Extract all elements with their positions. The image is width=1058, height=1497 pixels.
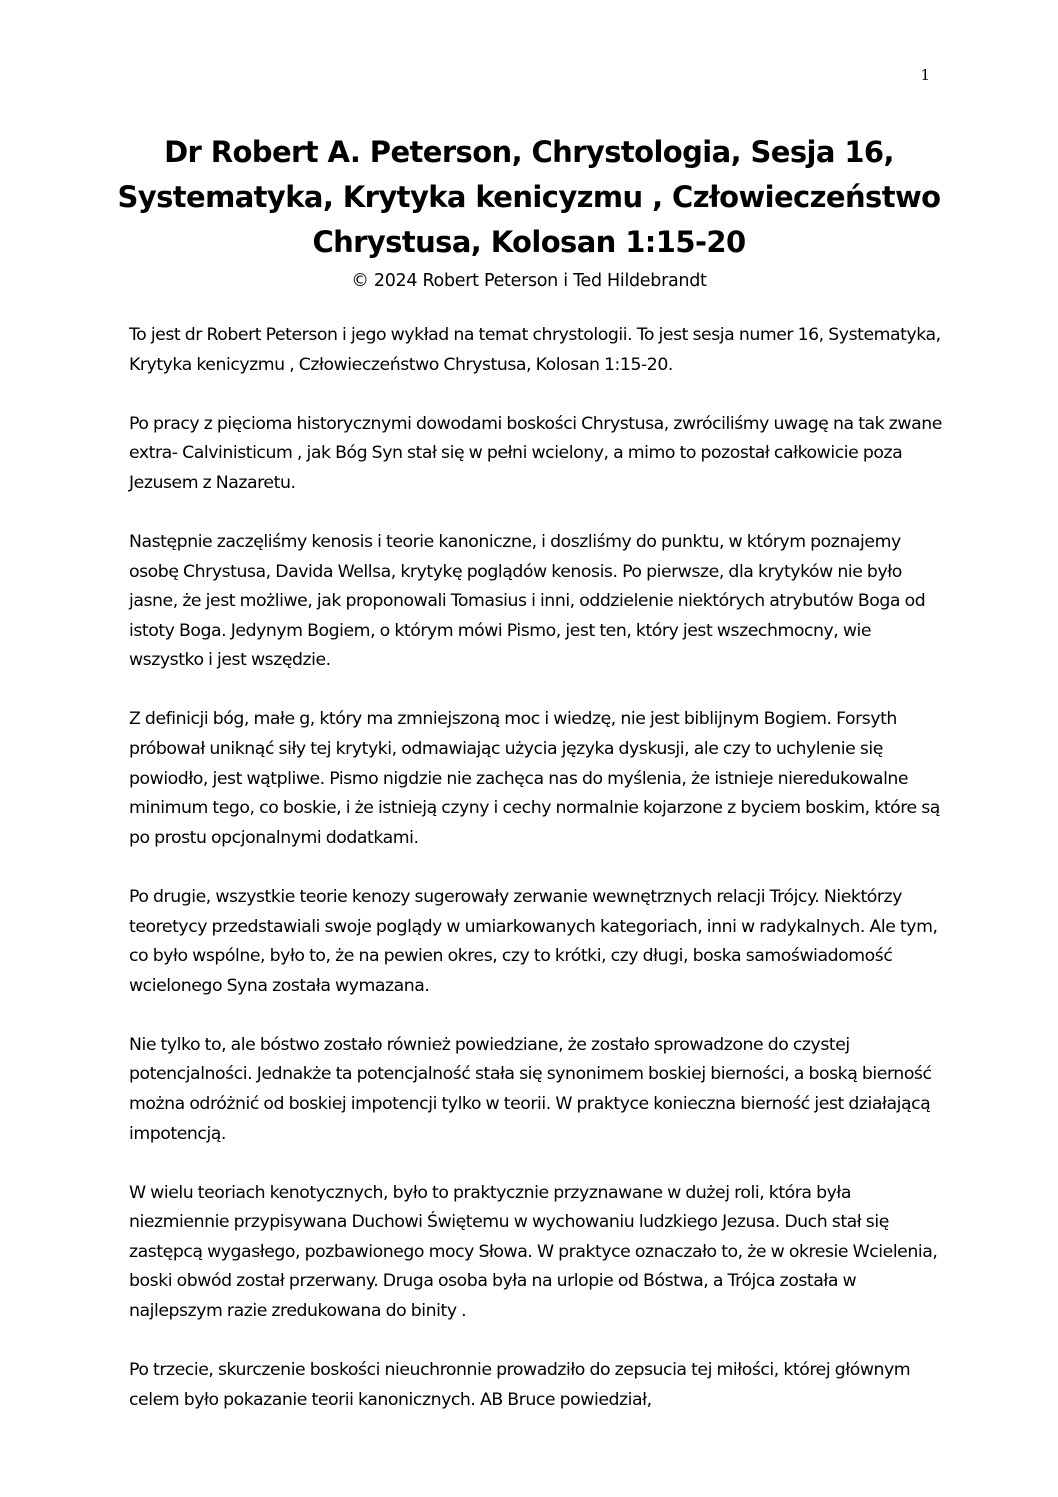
copyright-line: © 2024 Robert Peterson i Ted Hildebrandt bbox=[351, 271, 707, 291]
document-body bbox=[129, 321, 949, 1445]
paragraph: W wielu teoriach kenotycznych, było to praktycznie przyznawane w dużej roli, która była niezmiennie przypisywana Duchowi Świętemu w wychowaniu ludzkiego Jezusa. Duch stał się zastępcą wygasłego, pozbawionego mocy Słowa. W praktyce oznaczało to, że w okresie Wcielenia, boski obwód został przerwany. Druga osoba była na urlopie od Bóstwa, a Trójca została w najlepszym razie zredukowana do binity . bbox=[129, 1182, 938, 1322]
paragraph: Po trzecie, skurczenie boskości nieuchronnie prowadziło do zepsucia tej miłości, której głównym celem było pokazanie teorii kanonicznych. AB Bruce powiedział, bbox=[129, 1360, 911, 1410]
page-number: 1 bbox=[920, 66, 930, 84]
document-title: Dr Robert A. Peterson, Chrystologia, Sesja 16, Systematyka, Krytyka kenicyzmu , Człowieczeństwo Chrystusa, Kolosan 1:15-20 bbox=[117, 135, 941, 259]
paragraph: Po drugie, wszystkie teorie kenozy sugerowały zerwanie wewnętrznych relacji Trójcy. Niektórzy teoretycy przedstawiali swoje poglądy w umiarkowanych kategoriach, inni w radykalnych. Ale tym, co było wspólne, było to, że na pewien okres, czy to krótki, czy długi, boska samoświadomość wcielonego Syna została wymazana. bbox=[129, 886, 938, 996]
paragraph: Po pracy z pięcioma historycznymi dowodami boskości Chrystusa, zwróciliśmy uwagę na tak zwane extra- Calvinisticum , jak Bóg Syn stał się w pełni wcielony, a mimo to pozostał całkowicie poza Jezusem z Nazaretu. bbox=[129, 413, 942, 493]
paragraph: To jest dr Robert Peterson i jego wykład na temat chrystologii. To jest sesja numer 16, Systematyka, Krytyka kenicyzmu , Człowieczeństwo Chrystusa, Kolosan 1:15-20. bbox=[129, 325, 941, 375]
paragraph: Następnie zaczęliśmy kenosis i teorie kanoniczne, i doszliśmy do punktu, w którym poznajemy osobę Chrystusa, Davida Wellsa, krytykę poglądów kenosis. Po pierwsze, dla krytyków nie było jasne, że jest możliwe, jak proponowali Tomasius i inni, oddzielenie niektórych atrybutów Boga od istoty Boga. Jedynym Bogiem, o którym mówi Pismo, jest ten, który jest wszechmocny, wie wszystko i jest wszędzie. bbox=[129, 531, 926, 671]
paragraph: Nie tylko to, ale bóstwo zostało również powiedziane, że zostało sprowadzone do czystej potencjalności. Jednakże ta potencjalność stała się synonimem boskiej bierności, a boską bierność można odróżnić od boskiej impotencji tylko w teorii. W praktyce konieczna bierność jest działającą impotencją. bbox=[129, 1034, 932, 1144]
paragraph: Z definicji bóg, małe g, który ma zmniejszoną moc i wiedzę, nie jest biblijnym Bogiem. Forsyth próbował uniknąć siły tej krytyki, odmawiając użycia języka dyskusji, ale czy to uchylenie się powiodło, jest wątpliwe. Pismo nigdzie nie zachęca nas do myślenia, że istnieje nieredukowalne minimum tego, co boskie, i że istnieją czyny i cechy normalnie kojarzone z byciem boskim, które są po prostu opcjonalnymi dodatkami. bbox=[129, 709, 940, 848]
